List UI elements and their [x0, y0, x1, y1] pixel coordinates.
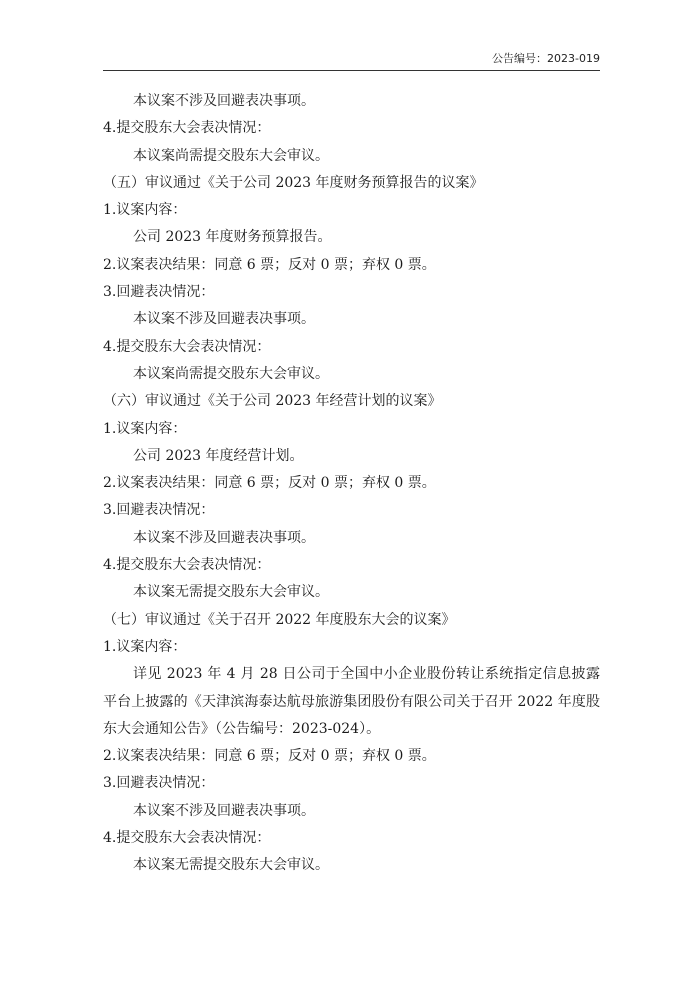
doc-line: 2.议案表决结果：同意 6 票；反对 0 票；弃权 0 票。 [103, 475, 436, 492]
doc-line: 3.回避表决情况： [103, 502, 215, 519]
doc-line: 本议案不涉及回避表决事项。 [133, 311, 315, 328]
doc-line: 3.回避表决情况： [103, 284, 215, 301]
doc-line: 4.提交股东大会表决情况： [103, 557, 271, 574]
doc-line: 1.议案内容： [103, 202, 187, 219]
doc-line: 2.议案表决结果：同意 6 票；反对 0 票；弃权 0 票。 [103, 256, 436, 273]
doc-line: 本议案无需提交股东大会审议。 [133, 584, 329, 601]
section-heading: （六）审议通过《关于公司 2023 年经营计划的议案》 [103, 393, 442, 410]
doc-paragraph: 详见 2023 年 4 月 28 日公司于全国中小企业股份转让系统指定信息披露平台上披露的《天津滨海泰达航母旅游集团股份有限公司关于召开 2022 年度股东大会通知公告》（公告编号：2023-024）。 [103, 666, 600, 737]
doc-line: 3.回避表决情况： [103, 775, 215, 792]
doc-line: 2.议案表决结果：同意 6 票；反对 0 票；弃权 0 票。 [103, 748, 436, 765]
section-heading: （五）审议通过《关于公司 2023 年度财务预算报告的议案》 [103, 174, 484, 191]
doc-line: 本议案尚需提交股东大会审议。 [133, 147, 329, 164]
doc-line: 1.议案内容： [103, 420, 187, 437]
doc-line: 公司 2023 年度财务预算报告。 [133, 229, 332, 246]
doc-line: 4.提交股东大会表决情况： [103, 120, 271, 137]
doc-line: 本议案不涉及回避表决事项。 [133, 529, 315, 546]
doc-line: 本议案不涉及回避表决事项。 [133, 93, 315, 109]
doc-line: 本议案无需提交股东大会审议。 [133, 857, 329, 874]
doc-line: 4.提交股东大会表决情况： [103, 338, 271, 355]
document-body [103, 88, 600, 880]
doc-line: 公司 2023 年度经营计划。 [133, 447, 304, 464]
announcement-code: 公告编号：2023-019 [492, 52, 600, 65]
doc-line: 1.议案内容： [103, 638, 187, 655]
section-heading: （七）审议通过《关于召开 2022 年度股东大会的议案》 [103, 611, 456, 628]
header-divider [103, 70, 600, 71]
doc-line: 本议案不涉及回避表决事项。 [133, 802, 315, 819]
doc-line: 本议案尚需提交股东大会审议。 [133, 365, 329, 382]
doc-line: 4.提交股东大会表决情况： [103, 830, 271, 847]
